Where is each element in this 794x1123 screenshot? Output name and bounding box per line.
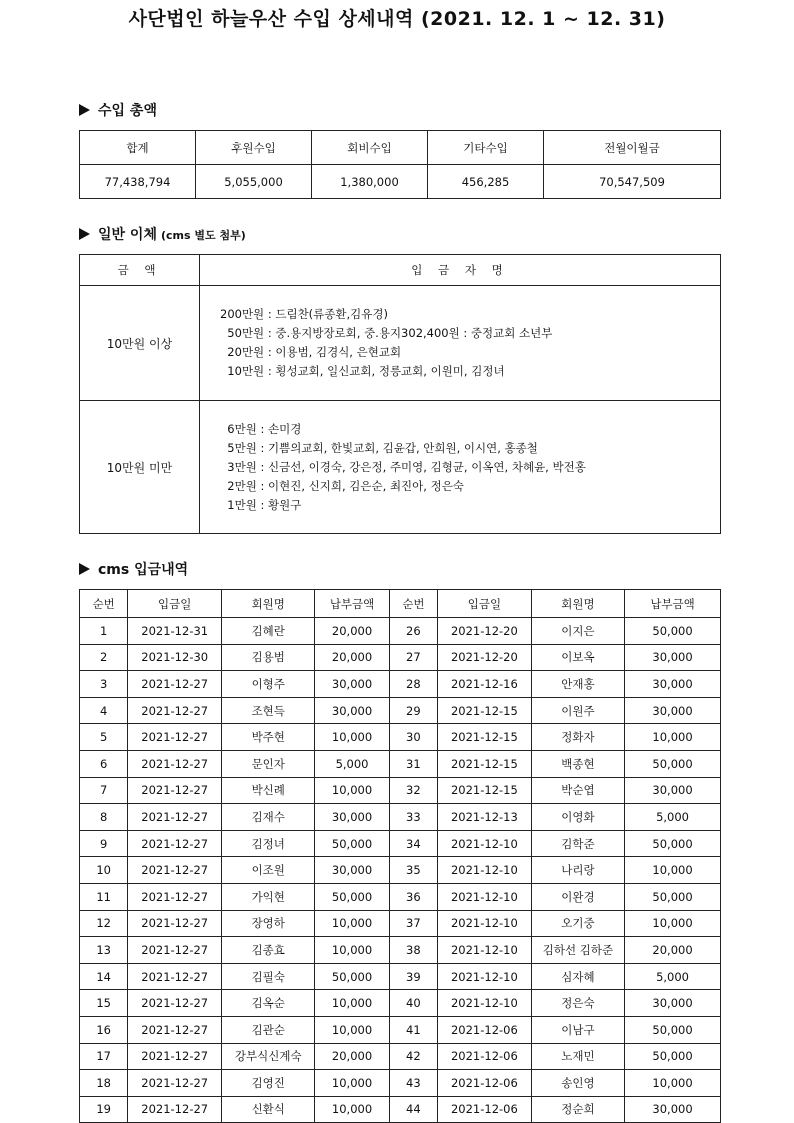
donor-line: 3만원 : 신금선, 이경숙, 강은정, 주미영, 김형균, 이옥연, 차혜윤, 박전홍 [220, 459, 586, 474]
summary-header-cell: 기타수입 [428, 131, 544, 165]
cms-cell-col-member: 문인자 [222, 750, 315, 777]
table-row [80, 963, 721, 990]
cms-cell-col-member: 정순희 [531, 1096, 624, 1123]
cms-cell-col-member: 신환식 [222, 1096, 315, 1123]
cms-cell-col-member: 백종현 [531, 750, 624, 777]
cms-cell-col-seq: 28 [389, 671, 437, 698]
cms-cell-col-member: 김종효 [222, 937, 315, 964]
transfer-names-cell [200, 286, 721, 401]
table-row [80, 1016, 721, 1043]
section-general-transfer-heading [79, 224, 246, 244]
cms-cell-col-seq: 32 [389, 777, 437, 804]
cms-cell-col-amount: 10,000 [315, 1070, 389, 1097]
cms-cell-col-amount: 30,000 [625, 777, 721, 804]
cms-cell-col-amount: 50,000 [625, 1043, 721, 1070]
transfer-names-cell [200, 401, 721, 534]
transfer-header-row [80, 255, 721, 286]
cms-cell-col-member: 김필숙 [222, 963, 315, 990]
summary-header-cell: 후원수입 [196, 131, 312, 165]
table-row [80, 1096, 721, 1123]
table-row [80, 750, 721, 777]
cms-cell-col-date: 2021-12-10 [438, 883, 532, 910]
cms-cell-col-amount: 10,000 [315, 910, 389, 937]
cms-cell-col-date: 2021-12-27 [128, 857, 222, 884]
cms-cell-col-amount: 30,000 [315, 697, 389, 724]
summary-value-cell: 456,285 [428, 165, 544, 199]
cms-cell-col-member: 이영화 [531, 804, 624, 831]
cms-cell-col-member: 박순엽 [531, 777, 624, 804]
cms-cell-col-seq: 44 [389, 1096, 437, 1123]
donor-line: 20만원 : 이용범, 김경식, 은현교회 [220, 345, 402, 359]
cms-cell-col-date: 2021-12-13 [438, 804, 532, 831]
cms-cell-col-seq: 31 [389, 750, 437, 777]
cms-cell-col-seq: 33 [389, 804, 437, 831]
cms-cell-col-date: 2021-12-27 [128, 804, 222, 831]
cms-cell-col-date: 2021-12-10 [438, 857, 532, 884]
table-row [80, 857, 721, 884]
cms-cell-col-amount: 20,000 [315, 1043, 389, 1070]
cms-table-body [80, 618, 721, 1123]
cms-cell-col-member: 이남구 [531, 1016, 624, 1043]
transfer-header-amount: 금 액 [80, 255, 200, 286]
table-row [80, 671, 721, 698]
cms-cell-col-amount: 20,000 [315, 644, 389, 671]
cms-cell-col-amount: 50,000 [315, 963, 389, 990]
cms-cell-col-date: 2021-12-06 [438, 1043, 532, 1070]
summary-value-cell: 77,438,794 [80, 165, 196, 199]
cms-cell-col-date: 2021-12-31 [128, 618, 222, 645]
cms-header-col-seq: 순번 [80, 590, 128, 618]
table-row [80, 830, 721, 857]
cms-cell-col-date: 2021-12-10 [438, 910, 532, 937]
cms-cell-col-seq: 4 [80, 697, 128, 724]
cms-cell-col-member: 김관순 [222, 1016, 315, 1043]
cms-cell-col-date: 2021-12-27 [128, 750, 222, 777]
cms-cell-col-amount: 50,000 [625, 883, 721, 910]
cms-cell-col-date: 2021-12-27 [128, 883, 222, 910]
cms-cell-col-seq: 26 [389, 618, 437, 645]
cms-cell-col-amount: 50,000 [625, 1016, 721, 1043]
cms-cell-col-seq: 41 [389, 1016, 437, 1043]
table-row [80, 724, 721, 751]
cms-cell-col-seq: 30 [389, 724, 437, 751]
arrow-icon [79, 228, 90, 240]
cms-cell-col-date: 2021-12-27 [128, 1070, 222, 1097]
cms-cell-col-seq: 7 [80, 777, 128, 804]
cms-cell-col-seq: 34 [389, 830, 437, 857]
cms-cell-col-member: 이지은 [531, 618, 624, 645]
section-heading-label: 일반 이체 [98, 227, 157, 243]
cms-cell-col-member: 김용범 [222, 644, 315, 671]
cms-cell-col-amount: 10,000 [625, 724, 721, 751]
cms-cell-col-member: 박주현 [222, 724, 315, 751]
cms-cell-col-date: 2021-12-27 [128, 697, 222, 724]
cms-cell-col-member: 박신례 [222, 777, 315, 804]
cms-cell-col-seq: 27 [389, 644, 437, 671]
cms-cell-col-date: 2021-12-15 [438, 750, 532, 777]
cms-cell-col-date: 2021-12-27 [128, 1096, 222, 1123]
cms-cell-col-amount: 10,000 [315, 990, 389, 1017]
cms-cell-col-member: 김학준 [531, 830, 624, 857]
cms-cell-col-member: 이형주 [222, 671, 315, 698]
cms-cell-col-date: 2021-12-27 [128, 1043, 222, 1070]
table-row [80, 910, 721, 937]
cms-cell-col-date: 2021-12-27 [128, 777, 222, 804]
cms-cell-col-seq: 3 [80, 671, 128, 698]
table-row [80, 644, 721, 671]
cms-cell-col-date: 2021-12-27 [128, 1016, 222, 1043]
donor-line: 1만원 : 황원구 [220, 497, 302, 512]
table-row [80, 937, 721, 964]
cms-cell-col-amount: 30,000 [315, 671, 389, 698]
arrow-icon [79, 563, 90, 575]
section-heading-note: (cms 별도 첨부) [160, 229, 246, 242]
section-heading-label: cms 입금내역 [98, 562, 189, 578]
cms-cell-col-member: 이보옥 [531, 644, 624, 671]
summary-header-cell: 합계 [80, 131, 196, 165]
cms-cell-col-member: 이조원 [222, 857, 315, 884]
cms-header-col-member: 회원명 [531, 590, 624, 618]
cms-cell-col-seq: 17 [80, 1043, 128, 1070]
table-row [80, 883, 721, 910]
cms-cell-col-member: 김옥순 [222, 990, 315, 1017]
cms-cell-col-member: 안재홍 [531, 671, 624, 698]
cms-cell-col-date: 2021-12-15 [438, 697, 532, 724]
cms-cell-col-seq: 18 [80, 1070, 128, 1097]
cms-header-col-amount: 납부금액 [315, 590, 389, 618]
cms-cell-col-seq: 16 [80, 1016, 128, 1043]
cms-header-col-date: 입금일 [438, 590, 532, 618]
cms-cell-col-amount: 50,000 [315, 883, 389, 910]
cms-cell-col-seq: 6 [80, 750, 128, 777]
table-row [80, 618, 721, 645]
summary-header-row [80, 131, 721, 165]
cms-cell-col-date: 2021-12-06 [438, 1096, 532, 1123]
cms-cell-col-seq: 8 [80, 804, 128, 831]
cms-header-col-seq: 순번 [389, 590, 437, 618]
table-row [80, 1070, 721, 1097]
cms-cell-col-seq: 36 [389, 883, 437, 910]
cms-cell-col-date: 2021-12-30 [128, 644, 222, 671]
cms-cell-col-seq: 10 [80, 857, 128, 884]
donor-line: 200만원 : 드림찬(류종환,김유경) [220, 307, 388, 321]
summary-header-cell: 전월이월금 [544, 131, 721, 165]
cms-cell-col-seq: 12 [80, 910, 128, 937]
cms-cell-col-member: 장영하 [222, 910, 315, 937]
general-transfer-table [79, 254, 721, 534]
cms-cell-col-member: 오기중 [531, 910, 624, 937]
summary-value-cell: 1,380,000 [312, 165, 428, 199]
cms-cell-col-date: 2021-12-27 [128, 671, 222, 698]
transfer-header-names: 입 금 자 명 [200, 255, 721, 286]
cms-cell-col-seq: 14 [80, 963, 128, 990]
cms-cell-col-seq: 9 [80, 830, 128, 857]
transfer-row [80, 286, 721, 401]
cms-cell-col-amount: 10,000 [625, 1070, 721, 1097]
cms-cell-col-amount: 50,000 [315, 830, 389, 857]
cms-cell-col-amount: 10,000 [315, 1096, 389, 1123]
transfer-row [80, 401, 721, 534]
cms-cell-col-seq: 1 [80, 618, 128, 645]
cms-cell-col-amount: 30,000 [315, 804, 389, 831]
cms-cell-col-seq: 29 [389, 697, 437, 724]
cms-cell-col-date: 2021-12-10 [438, 963, 532, 990]
cms-header-col-date: 입금일 [128, 590, 222, 618]
cms-cell-col-amount: 30,000 [625, 697, 721, 724]
transfer-amount-cell: 10만원 이상 [80, 286, 200, 401]
arrow-icon [79, 104, 90, 116]
cms-cell-col-seq: 35 [389, 857, 437, 884]
cms-cell-col-seq: 42 [389, 1043, 437, 1070]
cms-cell-col-amount: 30,000 [315, 857, 389, 884]
cms-header-col-member: 회원명 [222, 590, 315, 618]
cms-cell-col-amount: 50,000 [625, 618, 721, 645]
cms-cell-col-seq: 40 [389, 990, 437, 1017]
donor-line: 6만원 : 손미경 [220, 421, 302, 436]
cms-cell-col-member: 노재민 [531, 1043, 624, 1070]
cms-cell-col-amount: 10,000 [315, 937, 389, 964]
income-summary-table [79, 130, 721, 199]
cms-cell-col-member: 강부식신계숙 [222, 1043, 315, 1070]
cms-cell-col-member: 심자혜 [531, 963, 624, 990]
cms-cell-col-date: 2021-12-16 [438, 671, 532, 698]
summary-value-row [80, 165, 721, 199]
section-cms-heading [79, 559, 188, 579]
cms-cell-col-seq: 2 [80, 644, 128, 671]
cms-cell-col-amount: 10,000 [315, 1016, 389, 1043]
page-title: 사단법인 하늘우산 수입 상세내역 (2021. 12. 1 ~ 12. 31) [128, 8, 666, 30]
cms-cell-col-amount: 5,000 [315, 750, 389, 777]
cms-cell-col-amount: 20,000 [315, 618, 389, 645]
donor-line: 50만원 : 중.용지방장로회, 중.용지302,400원 : 중정교회 소년부 [220, 326, 553, 340]
cms-cell-col-amount: 10,000 [625, 857, 721, 884]
cms-cell-col-member: 정은숙 [531, 990, 624, 1017]
summary-header-cell: 회비수입 [312, 131, 428, 165]
cms-cell-col-amount: 30,000 [625, 990, 721, 1017]
cms-cell-col-member: 김영진 [222, 1070, 315, 1097]
cms-cell-col-date: 2021-12-06 [438, 1070, 532, 1097]
summary-value-cell: 5,055,000 [196, 165, 312, 199]
cms-cell-col-date: 2021-12-27 [128, 830, 222, 857]
cms-cell-col-seq: 15 [80, 990, 128, 1017]
donor-line: 5만원 : 기쁨의교회, 한빛교회, 김윤갑, 안희원, 이시연, 홍종철 [220, 440, 538, 455]
table-row [80, 697, 721, 724]
cms-cell-col-amount: 30,000 [625, 1096, 721, 1123]
cms-cell-col-seq: 43 [389, 1070, 437, 1097]
cms-cell-col-member: 김하선 김하준 [531, 937, 624, 964]
donor-line: 10만원 : 횡성교회, 일신교회, 정릉교회, 이원미, 김정녀 [220, 364, 505, 378]
cms-cell-col-amount: 20,000 [625, 937, 721, 964]
table-row [80, 1043, 721, 1070]
cms-cell-col-date: 2021-12-27 [128, 963, 222, 990]
cms-cell-col-date: 2021-12-20 [438, 644, 532, 671]
cms-cell-col-member: 김정녀 [222, 830, 315, 857]
cms-cell-col-date: 2021-12-27 [128, 724, 222, 751]
summary-value-cell: 70,547,509 [544, 165, 721, 199]
donor-line: 2만원 : 이현진, 신지희, 김은순, 최진아, 정은숙 [220, 478, 464, 493]
cms-cell-col-member: 가익현 [222, 883, 315, 910]
cms-cell-col-amount: 10,000 [315, 777, 389, 804]
cms-cell-col-member: 송인영 [531, 1070, 624, 1097]
cms-cell-col-amount: 30,000 [625, 671, 721, 698]
section-heading-label: 수입 총액 [98, 103, 157, 119]
cms-cell-col-date: 2021-12-10 [438, 937, 532, 964]
cms-header-col-amount: 납부금액 [625, 590, 721, 618]
cms-cell-col-seq: 37 [389, 910, 437, 937]
cms-cell-col-date: 2021-12-27 [128, 990, 222, 1017]
cms-cell-col-amount: 50,000 [625, 830, 721, 857]
cms-cell-col-member: 이원주 [531, 697, 624, 724]
cms-cell-col-member: 김혜란 [222, 618, 315, 645]
cms-cell-col-amount: 5,000 [625, 804, 721, 831]
cms-cell-col-amount: 10,000 [625, 910, 721, 937]
table-row [80, 804, 721, 831]
cms-cell-col-date: 2021-12-15 [438, 777, 532, 804]
cms-cell-col-date: 2021-12-10 [438, 990, 532, 1017]
cms-cell-col-date: 2021-12-27 [128, 937, 222, 964]
cms-cell-col-seq: 11 [80, 883, 128, 910]
cms-cell-col-date: 2021-12-15 [438, 724, 532, 751]
table-row [80, 777, 721, 804]
cms-cell-col-member: 정화자 [531, 724, 624, 751]
cms-cell-col-seq: 19 [80, 1096, 128, 1123]
cms-cell-col-seq: 39 [389, 963, 437, 990]
table-row [80, 990, 721, 1017]
cms-cell-col-seq: 38 [389, 937, 437, 964]
cms-cell-col-seq: 5 [80, 724, 128, 751]
cms-cell-col-member: 나리랑 [531, 857, 624, 884]
cms-cell-col-date: 2021-12-27 [128, 910, 222, 937]
cms-cell-col-date: 2021-12-20 [438, 618, 532, 645]
cms-header-row [80, 590, 721, 618]
cms-cell-col-member: 조현득 [222, 697, 315, 724]
section-income-total-heading [79, 100, 157, 120]
cms-cell-col-amount: 10,000 [315, 724, 389, 751]
cms-cell-col-member: 이완경 [531, 883, 624, 910]
cms-cell-col-amount: 50,000 [625, 750, 721, 777]
cms-cell-col-date: 2021-12-10 [438, 830, 532, 857]
cms-cell-col-amount: 30,000 [625, 644, 721, 671]
transfer-amount-cell: 10만원 미만 [80, 401, 200, 534]
cms-deposit-table [79, 589, 721, 1123]
cms-cell-col-date: 2021-12-06 [438, 1016, 532, 1043]
cms-cell-col-seq: 13 [80, 937, 128, 964]
cms-cell-col-member: 김재수 [222, 804, 315, 831]
cms-cell-col-amount: 5,000 [625, 963, 721, 990]
